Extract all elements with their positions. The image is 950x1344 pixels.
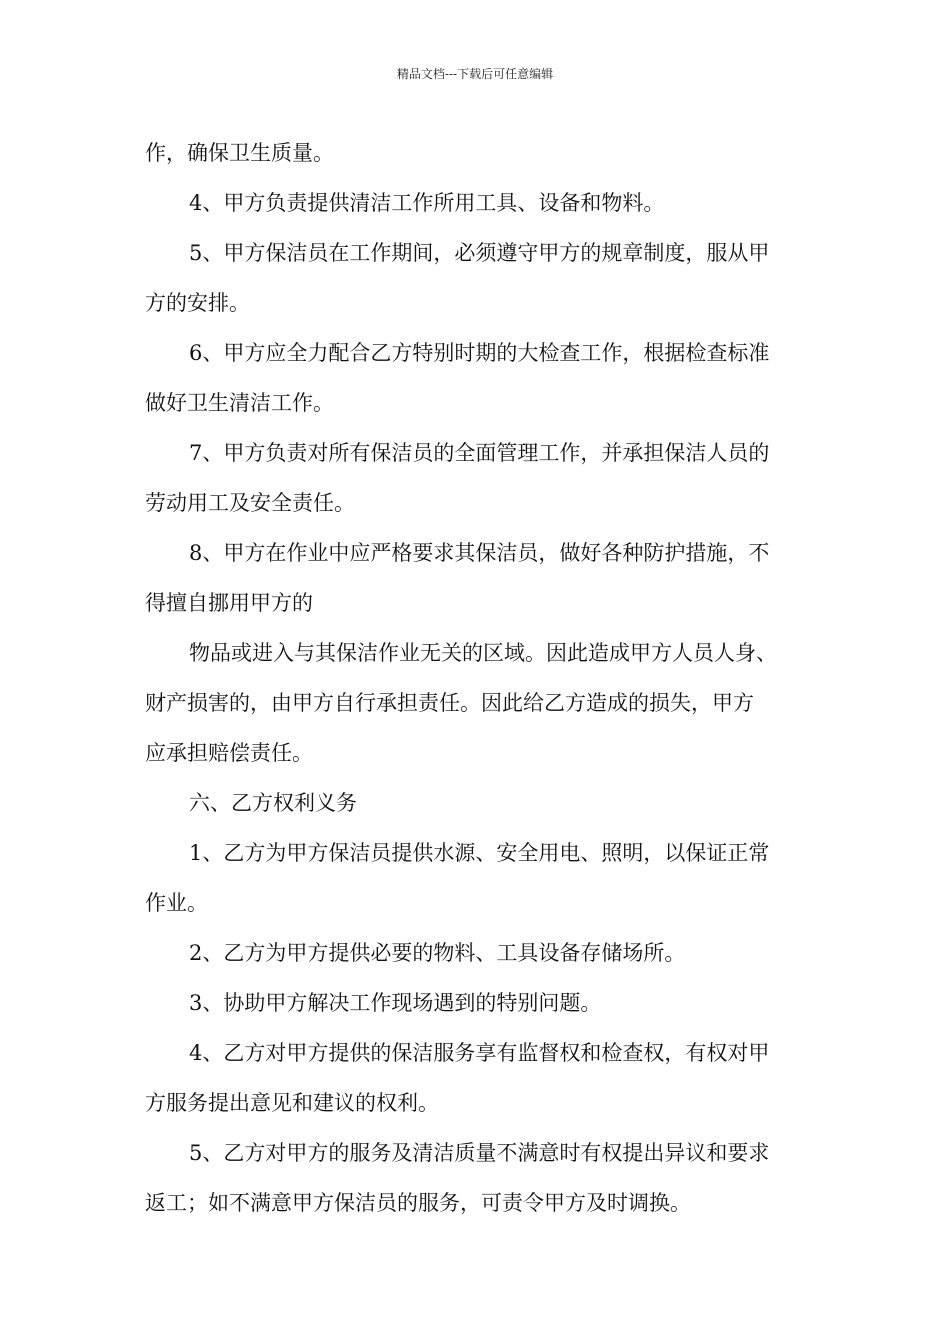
duty-4-line-2: 方服务提出意见和建议的权利。 bbox=[145, 1091, 439, 1115]
clause-6-line-2: 做好卫生清洁工作。 bbox=[145, 391, 334, 415]
clause-4-line-1: 4、甲方负责提供清洁工作所用工具、设备和物料。 bbox=[189, 191, 665, 215]
clause-8-line-1: 8、甲方在作业中应严格要求其保洁员，做好各种防护措施，不 bbox=[189, 541, 770, 565]
duty-1-line-2: 作业。 bbox=[145, 891, 208, 915]
duty-4-line-1: 4、乙方对甲方提供的保洁服务享有监督权和检查权，有权对甲 bbox=[189, 1041, 770, 1065]
clause-7-line-1: 7、甲方负责对所有保洁员的全面管理工作，并承担保洁人员的 bbox=[189, 441, 770, 465]
duty-5-line-1: 5、乙方对甲方的服务及清洁质量不满意时有权提出异议和要求 bbox=[189, 1141, 770, 1165]
clause-8-line-3: 物品或进入与其保洁作业无关的区域。因此造成甲方人员人身、 bbox=[189, 641, 777, 665]
text-line: 作，确保卫生质量。 bbox=[145, 141, 334, 165]
duty-3-line-1: 3、协助甲方解决工作现场遇到的特别问题。 bbox=[189, 991, 602, 1015]
clause-5-line-1: 5、甲方保洁员在工作期间，必须遵守甲方的规章制度，服从甲 bbox=[189, 241, 770, 265]
duty-1-line-1: 1、乙方为甲方保洁员提供水源、安全用电、照明，以保证正常 bbox=[189, 841, 770, 865]
clause-8-line-2: 得擅自挪用甲方的 bbox=[145, 591, 313, 615]
clause-6-line-1: 6、甲方应全力配合乙方特别时期的大检查工作，根据检查标准 bbox=[189, 341, 770, 365]
page-header: 精品文档---下载后可任意编辑 bbox=[396, 67, 554, 81]
section-heading: 六、乙方权利义务 bbox=[189, 791, 357, 815]
clause-5-line-2: 方的安排。 bbox=[145, 291, 250, 315]
document-body bbox=[145, 128, 810, 1228]
clause-8-line-5: 应承担赔偿责任。 bbox=[145, 741, 313, 765]
clause-8-line-4: 财产损害的，由甲方自行承担责任。因此给乙方造成的损失，甲方 bbox=[145, 691, 754, 715]
clause-7-line-2: 劳动用工及安全责任。 bbox=[145, 491, 355, 515]
duty-2-line-1: 2、乙方为甲方提供必要的物料、工具设备存储场所。 bbox=[189, 941, 686, 965]
duty-5-line-2: 返工；如不满意甲方保洁员的服务，可责令甲方及时调换。 bbox=[145, 1191, 691, 1215]
